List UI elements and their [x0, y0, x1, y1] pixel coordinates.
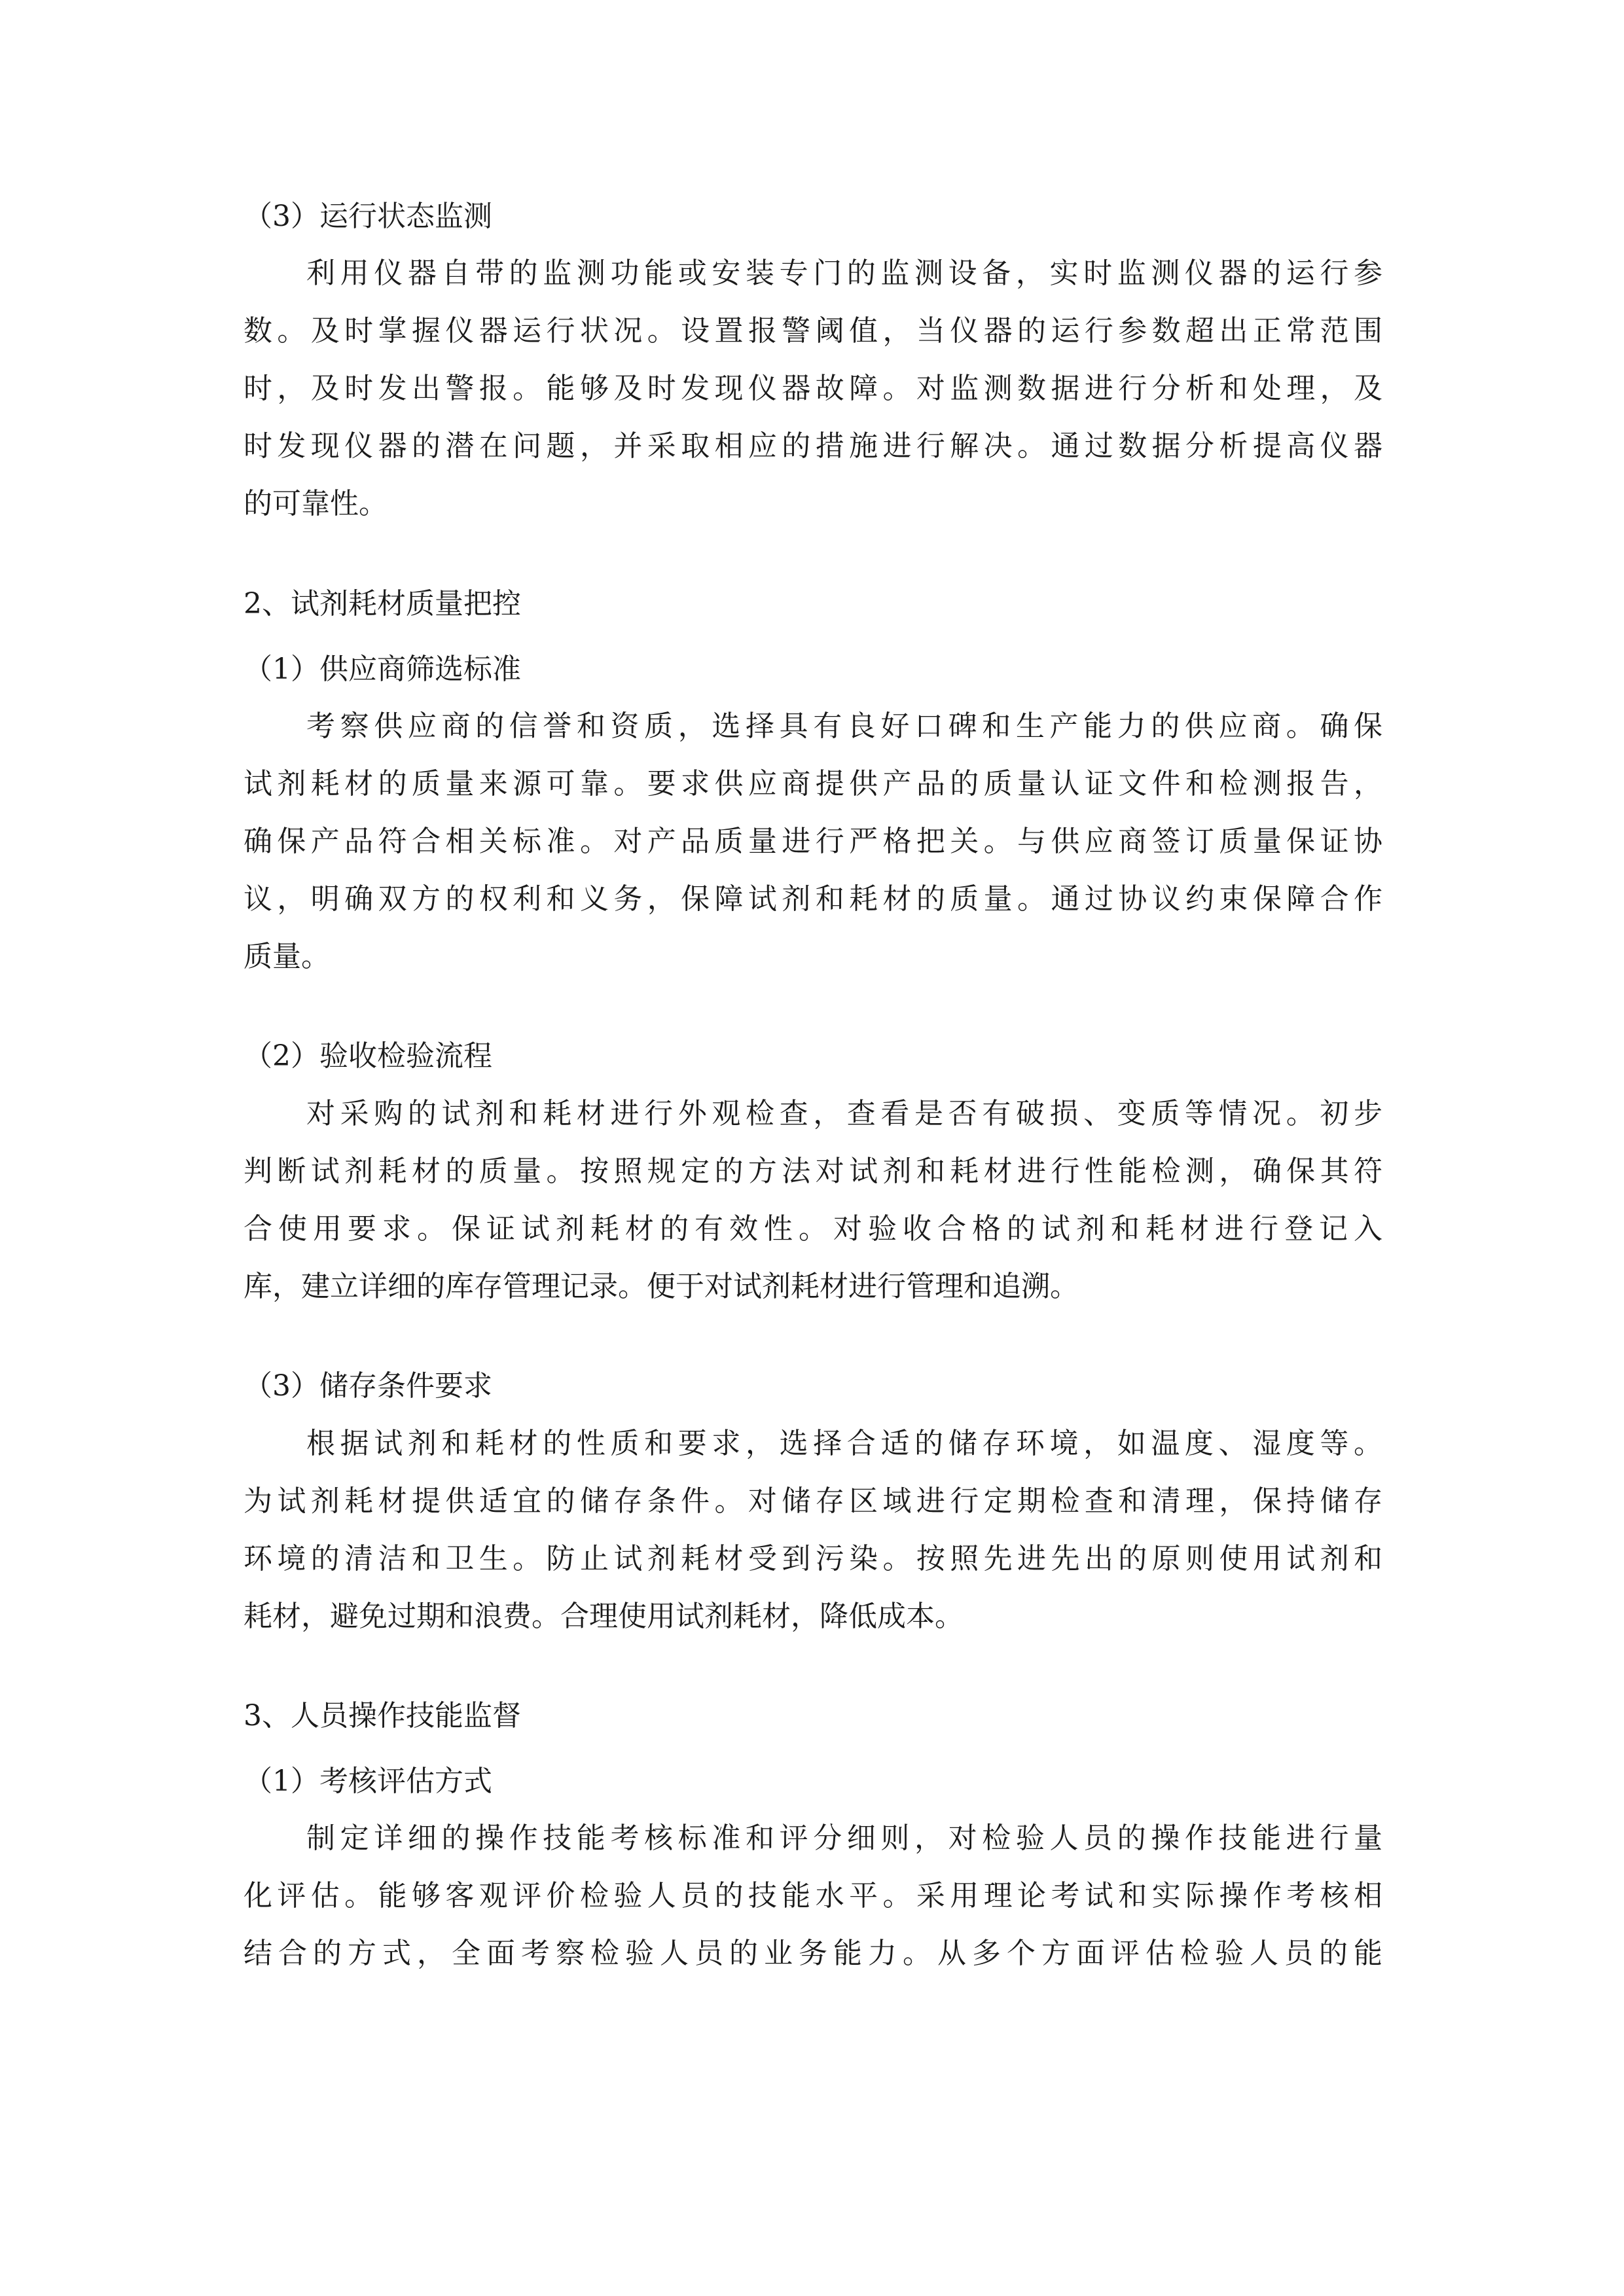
subheading-storage-conditions: （3）储存条件要求 — [244, 1369, 492, 1403]
paragraph-line: 的可靠性。 — [244, 487, 388, 520]
paragraph-line: 合使用要求。保证试剂耗材的有效性。对验收合格的试剂和耗材进行登记入 — [244, 1212, 1382, 1246]
paragraph-line: 对采购的试剂和耗材进行外观检查，查看是否有破损、变质等情况。初步 — [306, 1097, 1382, 1130]
heading-staff-skill-supervision: 3、人员操作技能监督 — [244, 1699, 521, 1732]
paragraph-line: 试剂耗材的质量来源可靠。要求供应商提供产品的质量认证文件和检测报告， — [244, 767, 1382, 800]
paragraph-line: 时，及时发出警报。能够及时发现仪器故障。对监测数据进行分析和处理，及 — [244, 372, 1382, 405]
paragraph-line: 质量。 — [244, 940, 330, 973]
paragraph-line: 时发现仪器的潜在问题，并采取相应的措施进行解决。通过数据分析提高仪器 — [244, 429, 1382, 463]
paragraph-line: 化评估。能够客观评价检验人员的技能水平。采用理论考试和实际操作考核相 — [244, 1879, 1382, 1912]
paragraph-line: 结合的方式，全面考察检验人员的业务能力。从多个方面评估检验人员的能 — [244, 1937, 1382, 1970]
paragraph-line: 为试剂耗材提供适宜的储存条件。对储存区域进行定期检查和清理，保持储存 — [244, 1484, 1382, 1518]
paragraph-line: 议，明确双方的权利和义务，保障试剂和耗材的质量。通过协议约束保障合作 — [244, 882, 1382, 916]
paragraph-line: 制定详细的操作技能考核标准和评分细则，对检验人员的操作技能进行量 — [306, 1821, 1382, 1855]
paragraph-line: 利用仪器自带的监测功能或安装专门的监测设备，实时监测仪器的运行参 — [306, 257, 1382, 290]
subheading-operation-monitoring: （3）运行状态监测 — [244, 200, 492, 233]
subheading-assessment-method: （1）考核评估方式 — [244, 1765, 492, 1798]
paragraph-line: 库，建立详细的库存管理记录。便于对试剂耗材进行管理和追溯。 — [244, 1270, 1079, 1303]
subheading-acceptance-inspection: （2）验收检验流程 — [244, 1039, 492, 1073]
paragraph-line: 耗材，避免过期和浪费。合理使用试剂耗材，降低成本。 — [244, 1600, 964, 1633]
paragraph-line: 数。及时掌握仪器运行状况。设置报警阈值，当仪器的运行参数超出正常范围 — [244, 314, 1382, 348]
paragraph-line: 根据试剂和耗材的性质和要求，选择合适的储存环境，如温度、湿度等。 — [306, 1427, 1382, 1460]
heading-reagent-quality-control: 2、试剂耗材质量把控 — [244, 587, 521, 620]
paragraph-line: 考察供应商的信誉和资质，选择具有良好口碑和生产能力的供应商。确保 — [306, 709, 1382, 743]
paragraph-line: 确保产品符合相关标准。对产品质量进行严格把关。与供应商签订质量保证协 — [244, 825, 1382, 858]
paragraph-line: 判断试剂耗材的质量。按照规定的方法对试剂和耗材进行性能检测，确保其符 — [244, 1155, 1382, 1188]
subheading-supplier-screening: （1）供应商筛选标准 — [244, 653, 521, 686]
paragraph-line: 环境的清洁和卫生。防止试剂耗材受到污染。按照先进先出的原则使用试剂和 — [244, 1542, 1382, 1575]
